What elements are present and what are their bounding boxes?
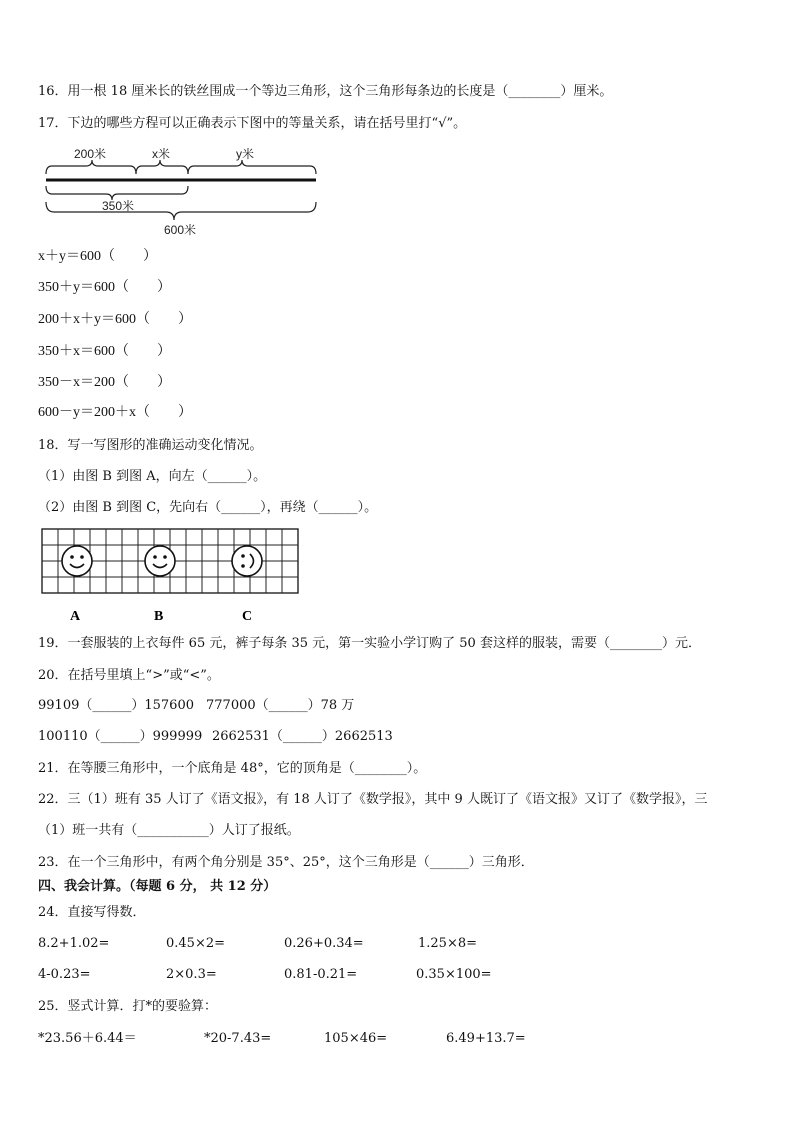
question-22-line-1: 22．三（1）班有 35 人订了《语文报》，有 18 人订了《数学报》，其中 9 人既订了《语文报》又订了《数学报》，三	[38, 792, 708, 807]
label-350: 350米	[102, 199, 135, 213]
equation-1: x＋y＝600（ ）	[38, 249, 157, 264]
equation-5: 350－x＝200（ ）	[38, 375, 171, 390]
question-19: 19．一套服装的上衣每件 65 元，裤子每条 35 元，第一实验小学订购了 50 套这样的服装，需要（________）元．	[38, 636, 701, 651]
calc-4: 1.25×8=	[418, 936, 478, 951]
question-22-line-2: （1）班一共有（___________）人订了报纸。	[38, 823, 300, 838]
smiley-c-rotated	[232, 546, 262, 576]
label-x: x米	[152, 147, 171, 161]
calc-5: 4-0.23=	[38, 967, 91, 982]
shape-grid	[40, 526, 302, 624]
compare-1: 99109（______）157600	[38, 698, 194, 713]
equation-3: 200＋x＋y＝600（ ）	[38, 312, 192, 327]
segment-diagram	[38, 140, 328, 240]
label-y: y米	[236, 147, 255, 161]
label-c: C	[242, 609, 253, 624]
question-16: 16．用一根 18 厘米长的铁丝围成一个等边三角形，这个三角形每条边的长度是（________）厘米。	[38, 84, 613, 99]
brace-200	[46, 160, 136, 174]
calc-2: 0.45×2=	[166, 936, 226, 951]
calc-1: 8.2+1.02=	[38, 936, 110, 951]
equation-2: 350＋y＝600（ ）	[38, 280, 171, 295]
question-24: 24．直接写得数．	[38, 905, 146, 920]
calc-8: 0.35×100=	[416, 967, 492, 982]
compare-3: 100110（______）999999	[38, 729, 203, 744]
vertical-calc-3: 105×46=	[324, 1031, 388, 1046]
calc-3: 0.26+0.34=	[284, 936, 364, 951]
brace-600	[46, 202, 316, 220]
question-20: 20．在括号里填上“>”或“<”。	[38, 668, 220, 683]
section-4-heading: 四、我会计算。（每题 6 分， 共 12 分）	[38, 879, 277, 894]
calc-6: 2×0.3=	[166, 967, 217, 982]
brace-y	[188, 160, 316, 174]
equation-6: 600－y＝200＋x（ ）	[38, 405, 192, 420]
brace-x	[136, 160, 188, 174]
label-a: A	[70, 609, 81, 624]
label-b: B	[154, 609, 164, 624]
equation-4: 350＋x＝600（ ）	[38, 344, 171, 359]
question-18: 18．写一写图形的准确运动变化情况。	[38, 438, 263, 453]
question-18-part-2: （2）由图 B 到图 C，先向右（______），再绕（______）。	[38, 500, 378, 515]
question-21: 21．在等腰三角形中，一个底角是 48°，它的顶角是（________）。	[38, 761, 427, 776]
question-17: 17．下边的哪些方程可以正确表示下图中的等量关系，请在括号里打“√”。	[38, 116, 467, 131]
vertical-calc-1: *23.56＋6.44＝	[38, 1031, 137, 1046]
vertical-calc-2: *20-7.43=	[204, 1031, 272, 1046]
brace-350	[46, 186, 188, 200]
vertical-calc-4: 6.49+13.7=	[446, 1031, 526, 1046]
label-200: 200米	[74, 147, 107, 161]
smiley-a	[62, 546, 92, 576]
smiley-b	[145, 546, 175, 576]
compare-4: 2662531（______）2662513	[212, 729, 393, 744]
question-25: 25．竖式计算．打*的要验算：	[38, 999, 218, 1014]
question-23: 23．在一个三角形中，有两个角分别是 35°、25°，这个三角形是（______）三角形．	[38, 855, 534, 870]
compare-2: 777000（______）78 万	[206, 698, 355, 713]
question-18-part-1: （1）由图 B 到图 A，向左（______）。	[38, 469, 267, 484]
label-600: 600米	[164, 223, 197, 237]
calc-7: 0.81-0.21=	[284, 967, 358, 982]
